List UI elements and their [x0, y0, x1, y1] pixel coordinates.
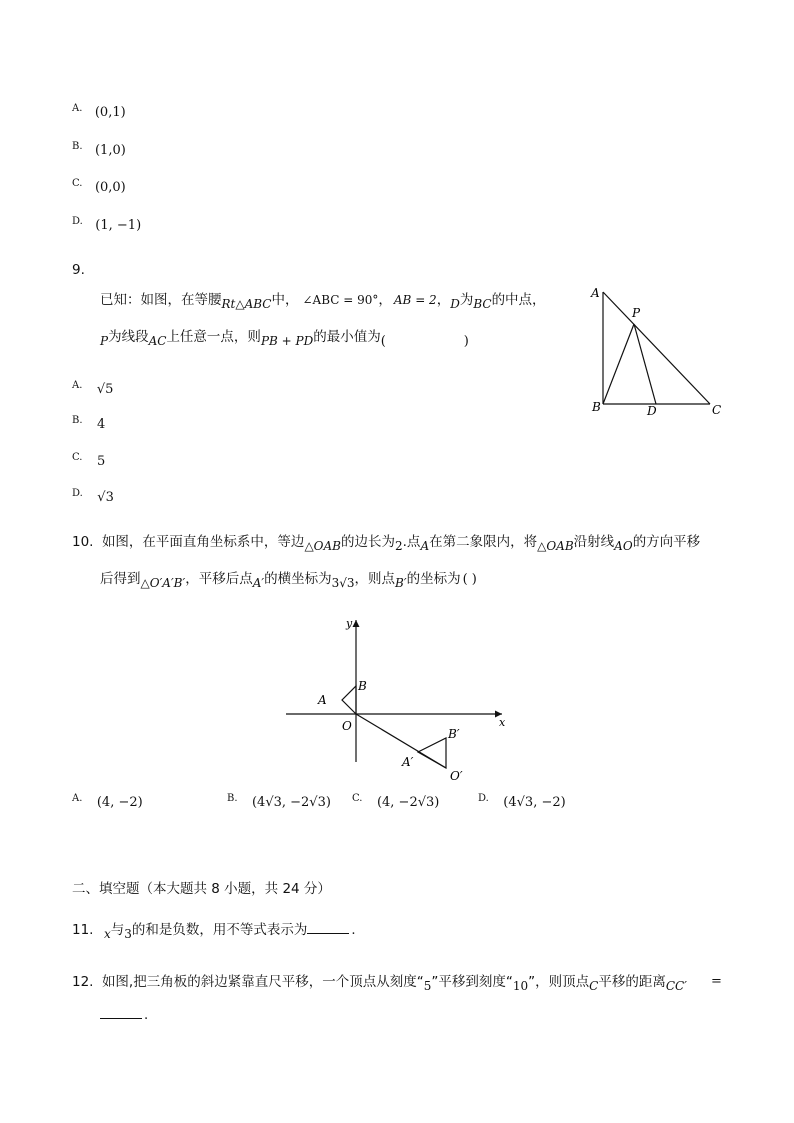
q9-stem-line1: [100, 288, 546, 311]
q10-stem-line2: [100, 567, 477, 590]
q9-option-d[interactable]: [72, 484, 114, 505]
q12-text: 平移的距离: [598, 974, 666, 990]
triangle-oab: [342, 686, 356, 714]
q9-math: P: [100, 334, 109, 348]
q9-text: ，: [378, 292, 392, 308]
q12-line2: [100, 1004, 148, 1023]
label-b: B: [358, 679, 367, 693]
q9-text: 上任意一点，则: [166, 329, 261, 345]
q9-text: 为线段: [108, 329, 149, 345]
option-value: (4, −2√3): [376, 795, 440, 810]
q10-text: 的边长为: [341, 534, 395, 550]
q10-option-b[interactable]: [227, 789, 331, 810]
option-letter: B.: [72, 415, 83, 426]
option-value: (4√3, −2√3): [251, 795, 331, 810]
q9-option-a[interactable]: [72, 376, 114, 397]
y-axis-label: y: [346, 617, 353, 630]
q9-math: BC: [473, 297, 492, 311]
q9-text: 中，: [271, 292, 299, 308]
option-value: (1,0): [94, 143, 126, 158]
label-c: C: [712, 403, 722, 417]
option-letter: C.: [352, 793, 363, 804]
triangle-o2a2b2: [418, 738, 446, 768]
q10-text: ，则点: [354, 571, 396, 587]
q12-math: CC′: [665, 979, 687, 993]
q9-math: PB + PD: [260, 334, 314, 348]
q10-option-c[interactable]: [352, 789, 440, 810]
q8-option-c[interactable]: [72, 174, 126, 195]
q10-math: B′: [395, 576, 407, 590]
q10-option-d[interactable]: [478, 789, 566, 810]
q12-end: .: [144, 1008, 149, 1023]
q10-text: 沿射线: [573, 534, 615, 550]
q10-text: .点: [402, 534, 421, 550]
q10-math: △OAB: [304, 539, 341, 553]
q9-option-b[interactable]: [72, 411, 106, 432]
option-letter: D.: [478, 793, 489, 804]
label-o: O: [342, 719, 352, 733]
q11-text: 与: [110, 922, 125, 938]
option-letter: C.: [72, 178, 83, 189]
option-value: (4√3, −2): [503, 795, 566, 810]
q12-equals: =: [711, 974, 722, 989]
option-letter: A.: [72, 103, 83, 114]
q10-coordinate-figure: [280, 612, 520, 792]
option-letter: D.: [72, 216, 83, 227]
q10-stem-line1: [72, 530, 701, 553]
q8-option-a[interactable]: [72, 99, 126, 120]
answer-paren-close: ): [463, 334, 469, 349]
q10-number: 10.: [72, 534, 94, 550]
option-value: √3: [97, 490, 114, 505]
q10-option-a[interactable]: [72, 789, 143, 810]
q11-text: 的和是负数，用不等式表示为: [131, 922, 308, 938]
q9-math: Rt△ABC: [221, 297, 272, 311]
q11-number: 11.: [72, 922, 94, 938]
q9-math: ∠ABC = 90°: [302, 293, 379, 307]
option-letter: A.: [72, 793, 83, 804]
segment-pb: [603, 324, 634, 404]
option-value: 4: [96, 417, 106, 432]
q8-option-b[interactable]: [72, 137, 126, 158]
answer-paren-open: (: [380, 334, 386, 349]
q10-text: 的方向平移: [632, 534, 701, 550]
q11-math: 3: [124, 927, 132, 941]
option-letter: D.: [72, 488, 83, 499]
q12-line1: [72, 970, 687, 993]
q11-math: x: [103, 927, 111, 941]
option-letter: B.: [227, 793, 238, 804]
label-o-prime: O′: [450, 769, 463, 783]
q12-number: 12.: [72, 974, 94, 990]
option-value: √5: [96, 382, 114, 397]
q11: [72, 918, 356, 941]
q9-math: AB = 2: [393, 293, 437, 307]
label-a: A: [318, 693, 327, 707]
option-value: (0,0): [94, 180, 126, 195]
segment-ac: [603, 292, 710, 404]
x-axis-label: x: [499, 716, 506, 729]
q12-math: 10: [512, 979, 529, 993]
q10-text: 在第二象限内，将: [429, 534, 538, 550]
section-title: 二、填空题（本大题共 8 小题，共 24 分）: [72, 881, 331, 897]
q10-math: △O′A′B′: [140, 576, 186, 590]
q9-math: D: [450, 297, 460, 311]
label-b: B: [592, 400, 601, 414]
option-value: (0,1): [94, 105, 126, 120]
q10-math: 3√3: [331, 576, 355, 590]
q10-math: 2: [395, 539, 403, 553]
q12-text: 如图,把三角板的斜边紧靠直尺平移，一个顶点从刻度“: [101, 974, 424, 990]
q9-text: 已知：如图，在等腰: [100, 292, 222, 308]
q9-text: 为: [459, 292, 474, 308]
q9-text: ，: [436, 292, 451, 308]
label-p: P: [632, 306, 641, 320]
q9-text: 的最小值为: [313, 329, 381, 345]
label-a-prime: A′: [402, 755, 414, 769]
q10-text: 如图，在平面直角坐标系中，等边: [101, 534, 305, 550]
label-b-prime: B′: [448, 727, 460, 741]
q10-text: 的横坐标为: [264, 571, 332, 587]
option-letter: B.: [72, 141, 83, 152]
option-value: 5: [96, 454, 106, 469]
q9-text: 的中点，: [491, 292, 546, 308]
q9-math: AC: [148, 334, 167, 348]
q12-math: 5: [423, 979, 432, 993]
q9-triangle-figure: [585, 282, 730, 422]
q12-math: C: [589, 979, 599, 993]
q9-option-c[interactable]: [72, 448, 106, 469]
answer-blank[interactable]: [100, 1004, 142, 1019]
label-d: D: [647, 404, 657, 418]
q10-math: AO: [614, 539, 633, 553]
option-letter: C.: [72, 452, 83, 463]
answer-paren[interactable]: ( ): [462, 572, 477, 587]
q10-math: A: [420, 539, 430, 553]
q9-stem-line2: [100, 325, 469, 349]
option-value: (4, −2): [96, 795, 143, 810]
q8-option-d[interactable]: [72, 212, 142, 233]
q10-text: 后得到: [100, 571, 141, 587]
q10-text: 的坐标为: [406, 571, 461, 587]
q9-number: 9.: [72, 262, 85, 278]
label-a: A: [591, 286, 600, 300]
q12-text: ”，则顶点: [528, 974, 590, 990]
q12-text: ”平移到刻度“: [431, 974, 513, 990]
q11-end: .: [351, 923, 356, 938]
option-letter: A.: [72, 380, 83, 391]
q10-math: △OAB: [537, 539, 574, 553]
q10-math: A′: [252, 576, 265, 590]
answer-blank[interactable]: [307, 919, 349, 934]
option-value: (1, −1): [95, 218, 142, 233]
q10-text: ，平移后点: [185, 571, 253, 587]
